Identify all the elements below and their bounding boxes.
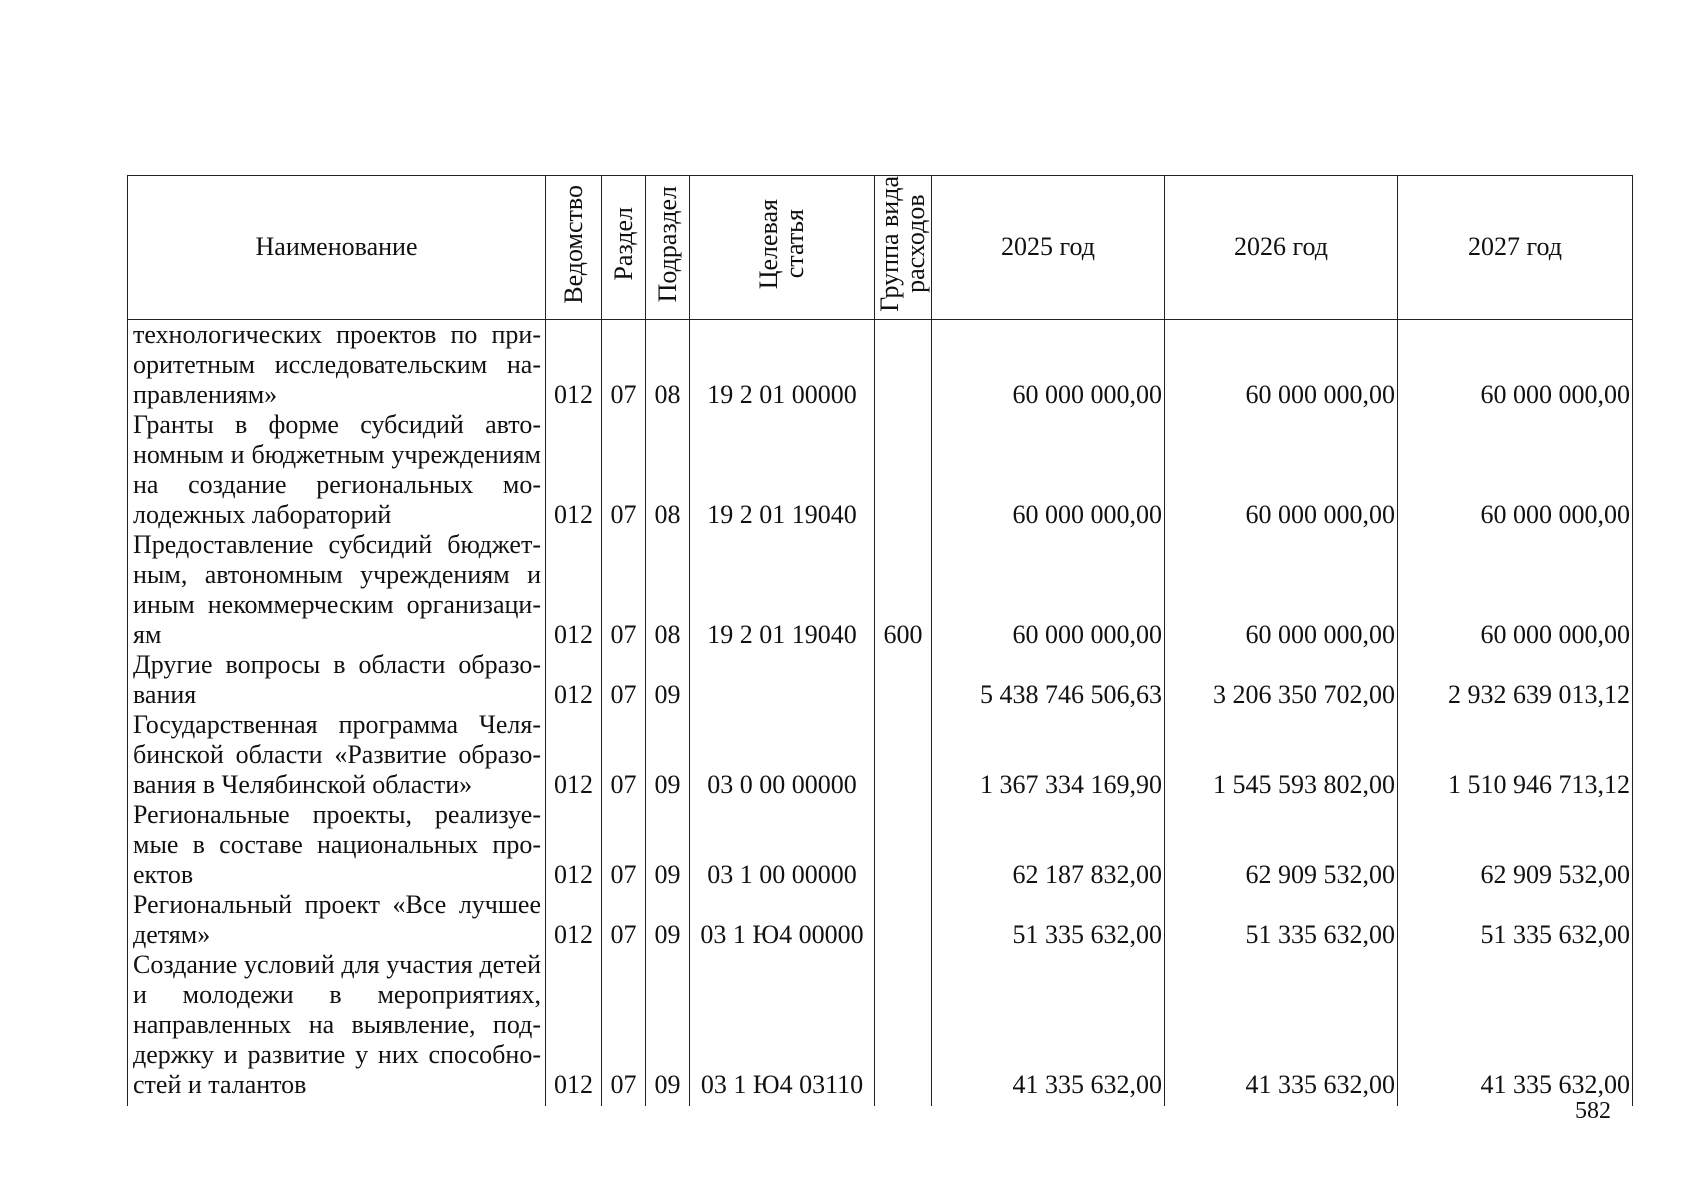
row-vedomstvo: 012 — [546, 950, 602, 1106]
header-tselevaya-statya: Целевая статья — [690, 176, 875, 320]
row-gruppa — [875, 710, 932, 800]
row-razdel: 07 — [602, 710, 646, 800]
row-gruppa: 600 — [875, 530, 932, 650]
row-podrazdel: 08 — [646, 319, 690, 410]
row-2026: 60 000 000,00 — [1165, 530, 1398, 650]
table-row — [128, 710, 1633, 800]
row-name: Создание условий для участия детей и молодежи в мероприятиях, направленных на выявление, поддержку и развитие у них способностей и талантов — [128, 950, 546, 1106]
row-2027: 2 932 639 013,12 — [1398, 650, 1633, 710]
row-name: Региональный проект «Все лучшее детям» — [128, 890, 546, 950]
row-gruppa — [875, 800, 932, 890]
row-razdel: 07 — [602, 410, 646, 530]
row-podrazdel: 09 — [646, 890, 690, 950]
row-podrazdel: 08 — [646, 410, 690, 530]
header-2025: 2025 год — [932, 176, 1165, 320]
row-gruppa — [875, 650, 932, 710]
row-2025: 5 438 746 506,63 — [932, 650, 1165, 710]
row-name: Государственная программа Челябинской области «Развитие образования в Челябинской области» — [128, 710, 546, 800]
row-vedomstvo: 012 — [546, 800, 602, 890]
row-2025: 62 187 832,00 — [932, 800, 1165, 890]
row-2025: 60 000 000,00 — [932, 319, 1165, 410]
row-2026: 51 335 632,00 — [1165, 890, 1398, 950]
header-name: Наименование — [128, 176, 546, 320]
row-podrazdel: 09 — [646, 650, 690, 710]
row-podrazdel: 09 — [646, 710, 690, 800]
row-2025: 51 335 632,00 — [932, 890, 1165, 950]
row-podrazdel: 08 — [646, 530, 690, 650]
row-podrazdel: 09 — [646, 800, 690, 890]
header-vedomstvo: Ведомство — [546, 176, 602, 320]
row-2025: 1 367 334 169,90 — [932, 710, 1165, 800]
table-row — [128, 530, 1633, 650]
row-vedomstvo: 012 — [546, 890, 602, 950]
row-tselevaya-statya: 03 1 00 00000 — [690, 800, 875, 890]
row-2026: 62 909 532,00 — [1165, 800, 1398, 890]
row-2026: 60 000 000,00 — [1165, 319, 1398, 410]
row-vedomstvo: 012 — [546, 650, 602, 710]
row-tselevaya-statya — [690, 650, 875, 710]
row-2027: 1 510 946 713,12 — [1398, 710, 1633, 800]
row-2027: 60 000 000,00 — [1398, 410, 1633, 530]
header-2026: 2026 год — [1165, 176, 1398, 320]
row-2025: 60 000 000,00 — [932, 410, 1165, 530]
row-vedomstvo: 012 — [546, 530, 602, 650]
row-razdel: 07 — [602, 800, 646, 890]
row-tselevaya-statya: 19 2 01 19040 — [690, 410, 875, 530]
row-razdel: 07 — [602, 319, 646, 410]
row-razdel: 07 — [602, 530, 646, 650]
row-tselevaya-statya: 03 1 Ю4 03110 — [690, 950, 875, 1106]
row-2027: 62 909 532,00 — [1398, 800, 1633, 890]
row-tselevaya-statya: 03 0 00 00000 — [690, 710, 875, 800]
page-number: 582 — [1575, 1098, 1611, 1124]
header-podrazdel: Подраздел — [646, 176, 690, 320]
row-2027: 60 000 000,00 — [1398, 530, 1633, 650]
row-razdel: 07 — [602, 650, 646, 710]
row-razdel: 07 — [602, 950, 646, 1106]
row-name: Гранты в форме субсидий автономным и бюджетным учреждениям на создание региональных молодежных лабораторий — [128, 410, 546, 530]
table-row — [128, 950, 1633, 1106]
header-razdel: Раздел — [602, 176, 646, 320]
row-gruppa — [875, 319, 932, 410]
row-2027: 51 335 632,00 — [1398, 890, 1633, 950]
row-2026: 1 545 593 802,00 — [1165, 710, 1398, 800]
table-row — [128, 800, 1633, 890]
row-vedomstvo: 012 — [546, 710, 602, 800]
table-body — [128, 319, 1633, 1106]
row-gruppa — [875, 950, 932, 1106]
row-2027: 60 000 000,00 — [1398, 319, 1633, 410]
table-row — [128, 410, 1633, 530]
row-tselevaya-statya: 19 2 01 19040 — [690, 530, 875, 650]
row-tselevaya-statya: 19 2 01 00000 — [690, 319, 875, 410]
row-tselevaya-statya: 03 1 Ю4 00000 — [690, 890, 875, 950]
budget-table — [127, 175, 1633, 1106]
table-row — [128, 890, 1633, 950]
row-2026: 3 206 350 702,00 — [1165, 650, 1398, 710]
row-2026: 41 335 632,00 — [1165, 950, 1398, 1106]
row-2027: 41 335 632,00 — [1398, 950, 1633, 1106]
row-vedomstvo: 012 — [546, 410, 602, 530]
table-row — [128, 650, 1633, 710]
row-podrazdel: 09 — [646, 950, 690, 1106]
row-2026: 60 000 000,00 — [1165, 410, 1398, 530]
row-2025: 60 000 000,00 — [932, 530, 1165, 650]
row-vedomstvo: 012 — [546, 319, 602, 410]
row-razdel: 07 — [602, 890, 646, 950]
row-name: Предоставление субсидий бюджетным, автономным учреждениям и иным некоммерческим организациям — [128, 530, 546, 650]
row-gruppa — [875, 890, 932, 950]
row-gruppa — [875, 410, 932, 530]
row-name: Региональные проекты, реализуемые в составе национальных проектов — [128, 800, 546, 890]
header-gruppa-vida-raskhodov: Группа вида расходов — [875, 176, 932, 320]
row-name: Другие вопросы в области образования — [128, 650, 546, 710]
table-header — [128, 176, 1633, 320]
table-row — [128, 319, 1633, 410]
row-2025: 41 335 632,00 — [932, 950, 1165, 1106]
row-name: технологических проектов по приоритетным исследовательским направлениям» — [128, 319, 546, 410]
header-2027: 2027 год — [1398, 176, 1633, 320]
